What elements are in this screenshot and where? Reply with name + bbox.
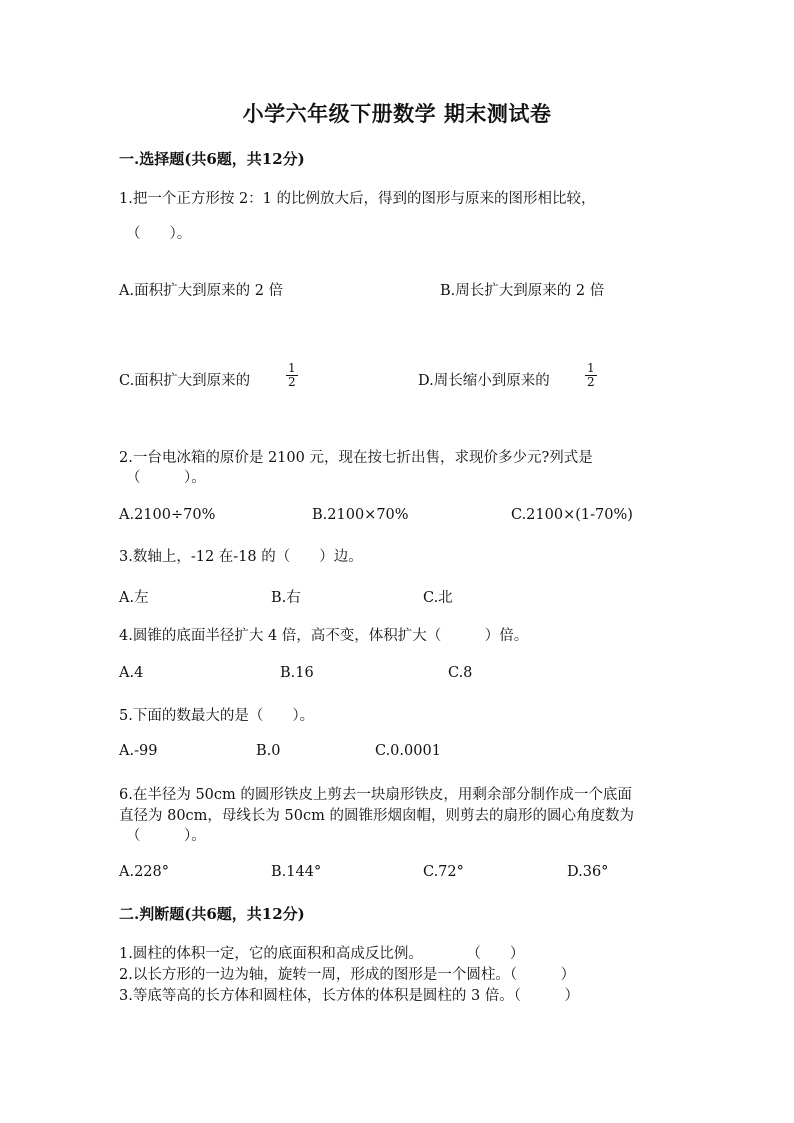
question-1-text: 1.把一个正方形按 2：1 的比例放大后，得到的图形与原来的图形相比较， [119, 191, 596, 207]
question-3-text: 3.数轴上，-12 在-18 的（ ）边。 [119, 549, 363, 565]
question-2-blank: （ ）。 [126, 470, 206, 486]
question-3-option-a: A.左 [119, 590, 149, 606]
question-1-option-c: C.面积扩大到原来的 [119, 373, 251, 389]
question-5-text: 5.下面的数最大的是（ ）。 [119, 708, 315, 724]
question-2-text: 2.一台电冰箱的原价是 2100 元，现在按七折出售，求现价多少元?列式是 [119, 450, 593, 466]
question-6-text-line2: 直径为 80cm，母线长为 50cm 的圆锥形烟囱帽，则剪去的扇形的圆心角度数为 [119, 808, 634, 824]
question-6-option-d: D.36° [567, 864, 609, 880]
fraction-denominator: 2 [587, 375, 595, 389]
question-4-option-a: A.4 [119, 665, 144, 681]
fraction-numerator: 1 [288, 361, 296, 375]
question-1-blank: （ ）。 [126, 226, 192, 242]
section-heading-choice: 一.选择题(共6题，共12分) [119, 150, 305, 168]
question-6-option-a: A.228° [119, 864, 170, 880]
judgment-item-1: 1.圆柱的体积一定，它的底面积和高成反比例。 （ ） [119, 946, 525, 962]
question-4-option-c: C.8 [448, 665, 473, 681]
question-3-option-b: B.右 [271, 590, 301, 606]
question-5-option-c: C.0.0001 [375, 743, 441, 759]
question-5-option-a: A.-99 [119, 743, 158, 759]
question-3-option-c: C.北 [423, 590, 453, 606]
question-1-option-b: B.周长扩大到原来的 2 倍 [440, 283, 605, 299]
question-6-text-line1: 6.在半径为 50cm 的圆形铁皮上剪去一块扇形铁皮，用剩余部分制作成一个底面 [119, 787, 632, 803]
question-4-option-b: B.16 [280, 665, 314, 681]
fraction-denominator: 2 [288, 375, 296, 389]
question-4-text: 4.圆锥的底面半径扩大 4 倍，高不变，体积扩大（ ）倍。 [119, 628, 529, 644]
question-1-option-d-fraction [585, 362, 597, 389]
question-1-option-a: A.面积扩大到原来的 2 倍 [119, 283, 284, 299]
question-6-option-b: B.144° [271, 864, 322, 880]
question-2-option-c: C.2100×(1-70%) [511, 507, 633, 523]
question-5-option-b: B.0 [256, 743, 281, 759]
question-2-option-a: A.2100÷70% [119, 507, 216, 523]
judgment-item-3: 3.等底等高的长方体和圆柱体，长方体的体积是圆柱的 3 倍。（ ） [119, 988, 580, 1004]
section-heading-true-false: 二.判断题(共6题，共12分) [119, 905, 305, 923]
page-title: 小学六年级下册数学 期末测试卷 [242, 101, 552, 126]
question-1-option-d: D.周长缩小到原来的 [418, 373, 550, 389]
question-6-blank: （ ）。 [126, 828, 206, 844]
fraction-numerator: 1 [587, 361, 595, 375]
judgment-item-2: 2.以长方形的一边为轴，旋转一周，形成的图形是一个圆柱。（ ） [119, 967, 576, 983]
question-6-option-c: C.72° [423, 864, 464, 880]
question-1-option-c-fraction [286, 362, 298, 389]
question-2-option-b: B.2100×70% [312, 507, 409, 523]
